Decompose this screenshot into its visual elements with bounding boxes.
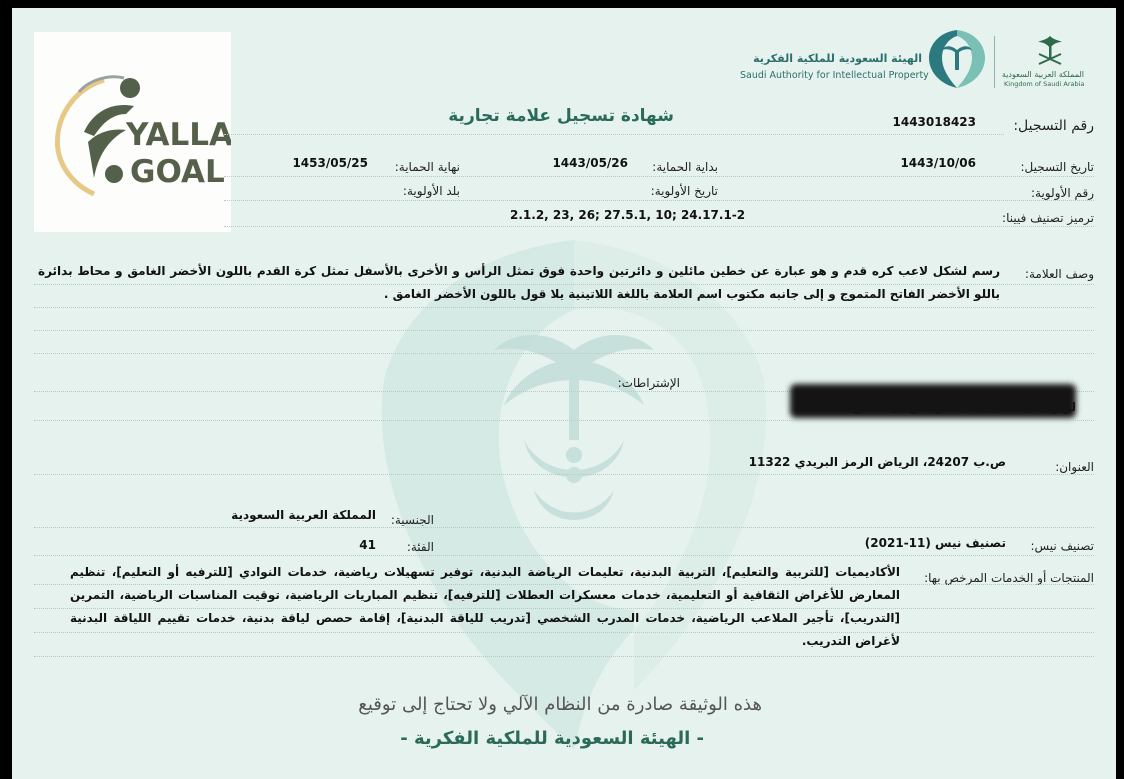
logo-text-yalla: YALLA	[126, 117, 231, 153]
rule	[34, 608, 1094, 609]
rule	[34, 584, 1094, 585]
yalla-goal-logo	[34, 32, 231, 232]
nationality-label: الجنسية:	[390, 513, 434, 527]
priority-date-label: تاريخ الأولوية:	[650, 184, 718, 198]
redaction-bar	[790, 384, 1076, 418]
vienna-codes-value: 2.1.2, 23, 26; 27.5.1, 10; 24.17.1-2	[510, 208, 746, 222]
rule	[34, 353, 1094, 354]
saip-emblem-icon	[926, 28, 988, 90]
rule	[224, 176, 1094, 177]
authority-name-ar: الهيئة السعودية للملكية الفكرية	[753, 52, 922, 65]
logo-text-goal: GOAL	[130, 154, 225, 190]
kingdom-emblem-icon	[1034, 34, 1066, 68]
rule	[224, 226, 1094, 227]
rule	[34, 284, 1094, 285]
rule	[34, 632, 1094, 633]
rule	[224, 200, 1094, 201]
certificate-page	[12, 8, 1116, 779]
saip-watermark-emblem	[374, 230, 774, 770]
registration-date-value: 1443/10/06	[900, 156, 976, 170]
protection-end-value: 1453/05/25	[292, 156, 368, 170]
class-value: 41	[359, 538, 376, 552]
protection-end-label: نهاية الحماية:	[394, 160, 460, 174]
rule	[34, 527, 1094, 528]
goods-services-value: الأكاديميات [للتربية والتعليم]، التربية البدنية، تعليمات الرياضة البدنية، توفير تسهيلات رياضية، خدمات النوادي [للترفيه أو التعليم]، تنظيم المعارض للأغراض الثقافية أو التعليمية، خدمات معسكرات العطلات [للترفيه]، تنظيم المباريات الرياضية، توقيت المناسبات الرياضية، التمرين [التدريب]، تأجير الملاعب الرياضية، خدمات المدرب الشخصي [تدريب للياقة البدنية]، إقامة حصص لياقة بدنية، خدمات تقييم اللياقة البدنية لأغراض التدريب.	[70, 565, 900, 648]
rule	[34, 555, 1094, 556]
header-divider	[994, 36, 995, 88]
trademark-logo-box	[34, 32, 231, 232]
registration-date-label: تاريخ التسجيل:	[1020, 160, 1094, 174]
kingdom-name-en: Kingdom of Saudi Arabia	[1004, 80, 1085, 88]
rule	[34, 307, 1094, 308]
goods-services-label: المنتجات أو الخدمات المرخص بها:	[924, 571, 1094, 585]
vienna-label: ترميز تصنيف فيينا:	[1002, 211, 1094, 225]
rule	[34, 656, 1094, 657]
protection-start-value: 1443/05/26	[552, 156, 628, 170]
kingdom-name-ar: المملكة العربية السعودية	[1001, 70, 1084, 79]
registration-number-label: رقم التسجيل:	[1013, 118, 1094, 134]
mark-description-label: وصف العلامة:	[1024, 267, 1094, 281]
class-label: الفئة:	[406, 540, 434, 554]
mark-description-value: رسم لشكل لاعب كره قدم و هو عبارة عن خطين مائلين و دائرتين واحدة فوق تمثل الرأس و الأخرى بالأسفل تمثل كرة القدم باللون الأخضر الغامق و محاط بدائرة باللو الأخضر الفاتح المتموج و إلى جانبه مكتوب اسم العلامة باللغة اللاتينية يلا قول باللون الأخضر الغامق .	[38, 264, 1000, 301]
rule	[34, 420, 1094, 421]
nice-label: تصنيف نيس:	[1030, 539, 1094, 553]
rule	[224, 134, 1004, 135]
registration-number-value: 1443018423	[892, 115, 976, 129]
footer-authority: - الهيئة السعودية للملكية الفكرية -	[400, 728, 704, 749]
conditions-label: الإشتراطات:	[617, 376, 680, 390]
rule	[34, 474, 1094, 475]
protection-start-label: بداية الحماية:	[652, 160, 718, 174]
address-value: ص.ب 24207، الرياض الرمز البريدي 11322	[748, 455, 1006, 469]
nice-value: تصنيف نيس (11-2021)	[864, 536, 1006, 550]
nationality-value: المملكة العربية السعودية	[231, 508, 376, 522]
authority-name-en: Saudi Authority for Intellectual Property	[740, 70, 929, 81]
rule	[34, 330, 1094, 331]
certificate-title: شهادة تسجيل علامة تجارية	[448, 106, 674, 126]
footer-notice: هذه الوثيقة صادرة من النظام الآلي ولا تحتاج إلى توقيع	[358, 694, 762, 715]
address-label: العنوان:	[1055, 460, 1094, 474]
priority-country-label: بلد الأولوية:	[402, 184, 460, 198]
priority-number-label: رقم الأولوية:	[1031, 186, 1094, 200]
